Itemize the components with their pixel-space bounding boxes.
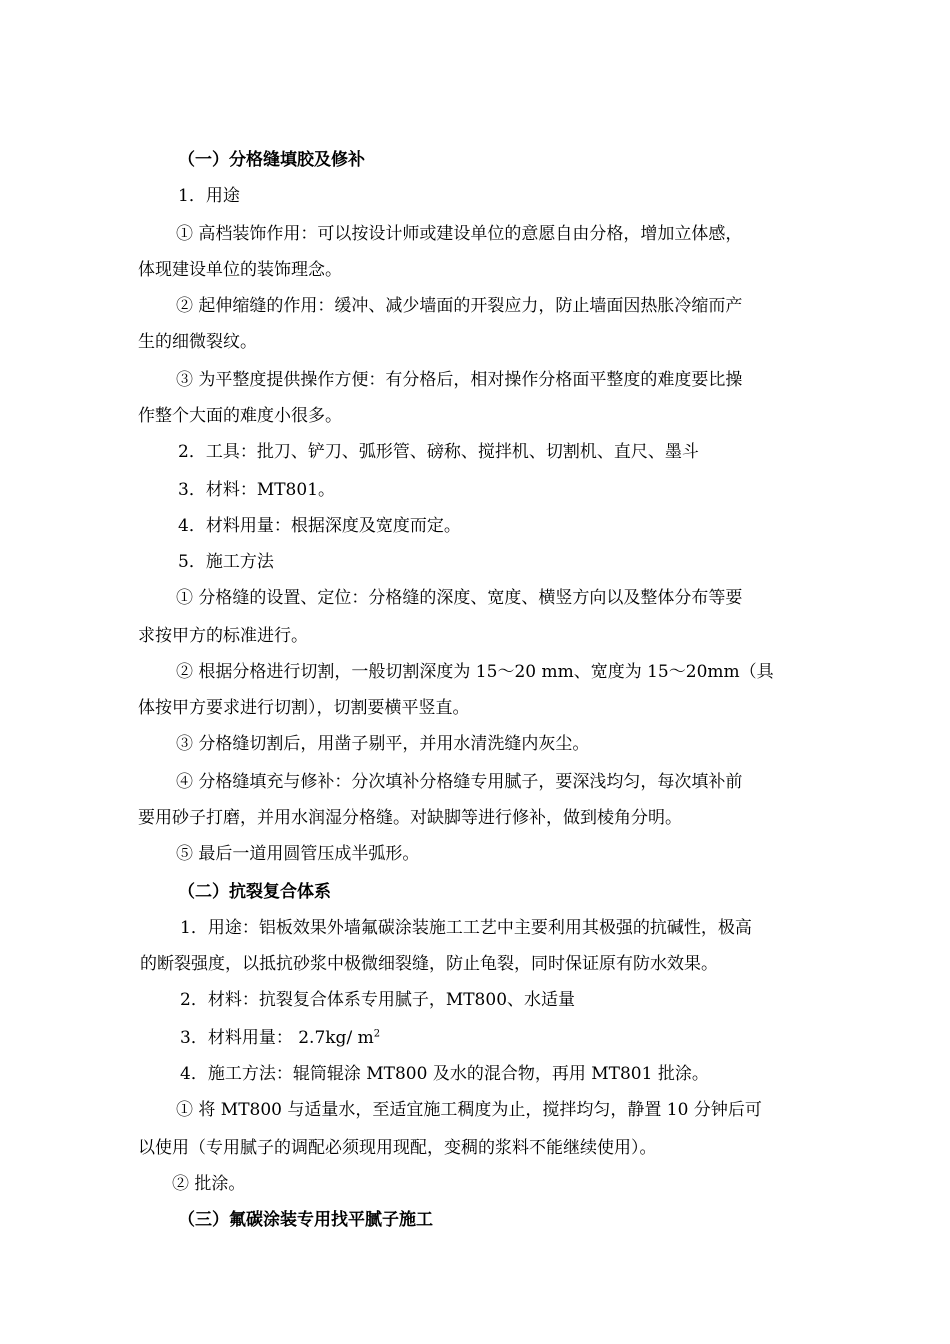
paragraph-line: ② 起伸缩缝的作用：缓冲、减少墙面的开裂应力，防止墙面因热胀冷缩而产 xyxy=(176,296,743,316)
paragraph-line: ① 分格缝的设置、定位：分格缝的深度、宽度、横竖方向以及整体分布等要 xyxy=(176,588,743,608)
paragraph-line: 1．用途：铝板效果外墙氟碳涂装施工工艺中主要利用其极强的抗碱性，极高 xyxy=(180,918,752,938)
paragraph-line: 体现建设单位的装饰理念。 xyxy=(138,260,342,280)
paragraph-line: 求按甲方的标准进行。 xyxy=(138,626,308,646)
paragraph-line: ③ 分格缝切割后，用凿子剔平，并用水清洗缝内灰尘。 xyxy=(176,734,590,754)
paragraph-line: 3．材料：MT801。 xyxy=(178,480,336,500)
paragraph-line: 作整个大面的难度小很多。 xyxy=(138,406,342,426)
paragraph-line: 5．施工方法 xyxy=(178,552,274,572)
paragraph-line: ⑤ 最后一道用圆管压成半弧形。 xyxy=(176,844,420,864)
paragraph-line: 的断裂强度，以抵抗砂浆中极微细裂缝，防止龟裂，同时保证原有防水效果。 xyxy=(140,954,718,974)
paragraph-line: ② 根据分格进行切割，一般切割深度为 15～20 mm、宽度为 15～20mm（具 xyxy=(176,662,774,682)
paragraph-line: 1．用途 xyxy=(178,186,240,206)
paragraph-line: 体按甲方要求进行切割），切割要横平竖直。 xyxy=(138,698,470,718)
paragraph-line: 2．材料：抗裂复合体系专用腻子，MT800、水适量 xyxy=(180,990,576,1010)
paragraph-line: 要用砂子打磨，并用水润湿分格缝。对缺脚等进行修补，做到棱角分明。 xyxy=(138,808,682,828)
paragraph-line: ④ 分格缝填充与修补：分次填补分格缝专用腻子，要深浅均匀，每次填补前 xyxy=(176,772,743,792)
paragraph-line: ① 高档装饰作用：可以按设计师或建设单位的意愿自由分格，增加立体感， xyxy=(176,224,743,244)
section-heading-1: （一）分格缝填胶及修补 xyxy=(178,150,365,170)
section-heading-3: （三）氟碳涂装专用找平腻子施工 xyxy=(178,1210,433,1230)
paragraph-line: ③ 为平整度提供操作方便：有分格后，相对操作分格面平整度的难度要比操 xyxy=(176,370,743,390)
paragraph-line: 以使用（专用腻子的调配必须现用现配，变稠的浆料不能继续使用）。 xyxy=(138,1138,657,1158)
paragraph-line: ② 批涂。 xyxy=(172,1174,246,1194)
material-usage-line xyxy=(180,1026,380,1050)
usage-text: 3．材料用量： 2.7kg/ m xyxy=(180,1028,374,1048)
paragraph-line: 4．材料用量：根据深度及宽度而定。 xyxy=(178,516,461,536)
paragraph-line: 2．工具：批刀、铲刀、弧形管、磅称、搅拌机、切割机、直尺、墨斗 xyxy=(178,442,699,462)
paragraph-line: ① 将 MT800 与适量水，至适宜施工稠度为止，搅拌均匀，静置 10 分钟后可 xyxy=(176,1100,762,1120)
paragraph-line: 4．施工方法：辊筒辊涂 MT800 及水的混合物，再用 MT801 批涂。 xyxy=(180,1064,709,1084)
paragraph-line: 生的细微裂纹。 xyxy=(138,332,257,352)
superscript-2: 2 xyxy=(373,1028,381,1040)
section-heading-2: （二）抗裂复合体系 xyxy=(178,882,331,902)
